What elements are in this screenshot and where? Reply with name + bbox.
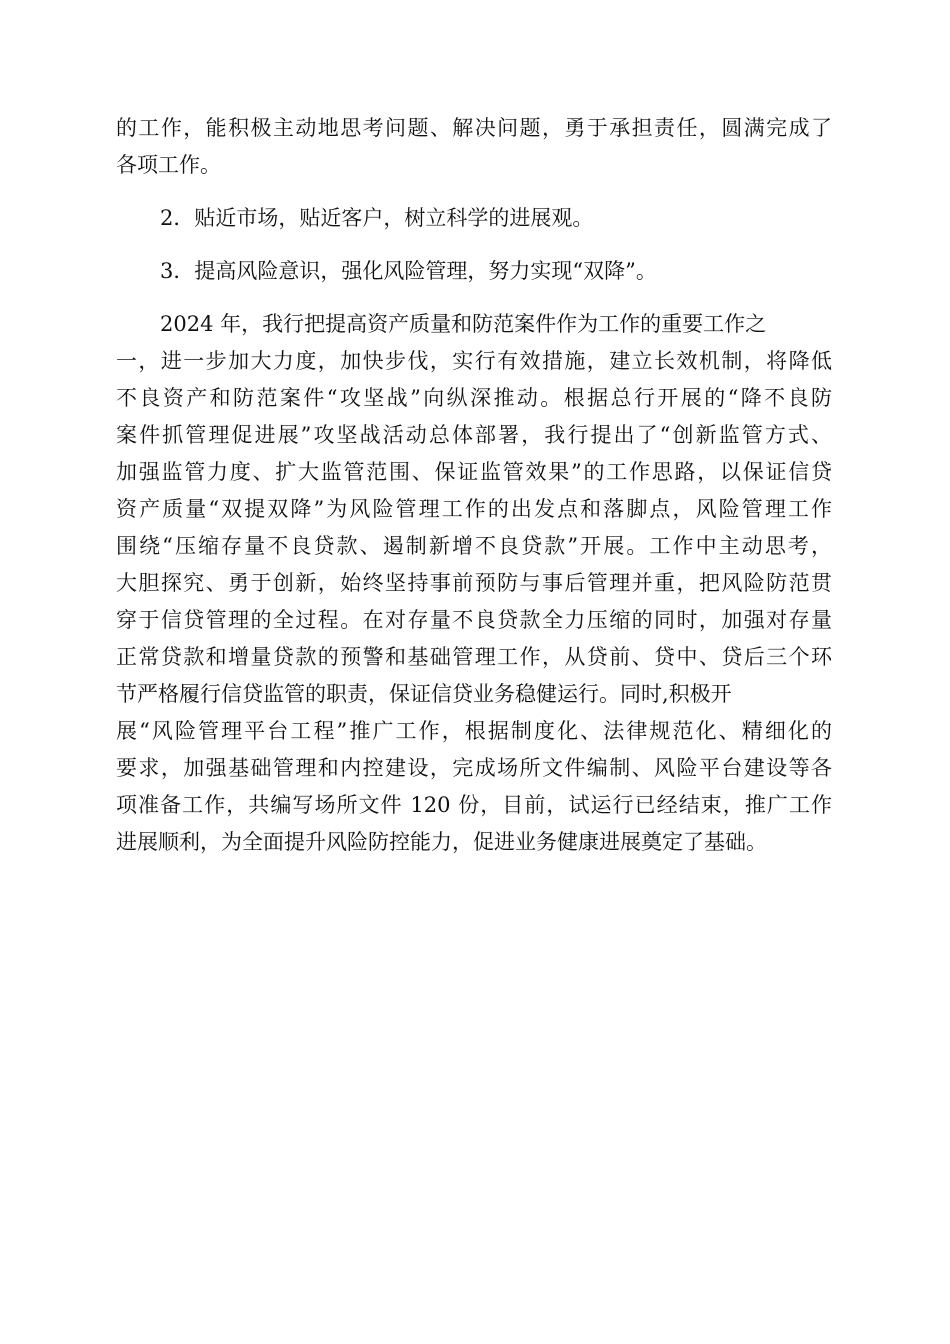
text-line: 2024 年，我行把提高资产质量和防范案件作为工作的重要工作之 <box>160 312 767 336</box>
text-line: 各项工作。 <box>116 153 221 177</box>
text-line: 穿于信贷管理的全过程。在对存量不良贷款全力压缩的同时，加强对存量 <box>116 608 832 632</box>
paragraph-work-summary <box>116 110 832 184</box>
list-item-2 <box>116 200 832 237</box>
text-line: 展“风险管理平台工程”推广工作，根据制度化、法律规范化、精细化的 <box>116 719 832 743</box>
text-line: 大胆探究、勇于创新，始终坚持事前预防与事后管理并重，把风险防范贯 <box>116 571 832 595</box>
paragraph-gap <box>116 237 832 253</box>
text-line: 不良资产和防范案件“攻坚战”向纵深推动。根据总行开展的“降不良防 <box>116 386 832 410</box>
text-line: 加强监管力度、扩大监管范围、保证监管效果”的工作思路，以保证信贷 <box>116 460 832 484</box>
text-line: 进展顺利，为全面提升风险防控能力，促进业务健康进展奠定了基础。 <box>116 830 767 854</box>
paragraph-gap <box>116 184 832 200</box>
text-line: 一，进一步加大力度，加快步伐，实行有效措施，建立长效机制，将降低 <box>116 349 832 373</box>
paragraph-gap <box>116 290 832 306</box>
text-line: 要求，加强基础管理和内控建设，完成场所文件编制、风险平台建设等各 <box>116 756 832 780</box>
text-line: 资产质量“双提双降”为风险管理工作的出发点和落脚点，风险管理工作 <box>116 497 832 521</box>
text-line: 正常贷款和增量贷款的预警和基础管理工作，从贷前、贷中、贷后三个环 <box>116 645 832 669</box>
text-line: 项准备工作，共编写场所文件 120 份，目前，试运行已经结束，推广工作 <box>116 793 832 817</box>
text-line: 2．贴近市场，贴近客户，树立科学的进展观。 <box>160 206 594 230</box>
text-line: 节严格履行信贷监管的职责，保证信贷业务稳健运行。同时,积极开 <box>116 682 732 706</box>
text-line: 3．提高风险意识，强化风险管理，努力实现“双降”。 <box>160 259 657 283</box>
document-page <box>116 110 832 861</box>
paragraph-risk-management <box>116 306 832 861</box>
text-line: 案件抓管理促进展”攻坚战活动总体部署，我行提出了“创新监管方式、 <box>116 423 832 447</box>
text-line: 的工作，能积极主动地思考问题、解决问题，勇于承担责任，圆满完成了 <box>116 116 832 140</box>
list-item-3 <box>116 253 832 290</box>
text-line: 围绕“压缩存量不良贷款、遏制新增不良贷款”开展。工作中主动思考， <box>116 534 832 558</box>
